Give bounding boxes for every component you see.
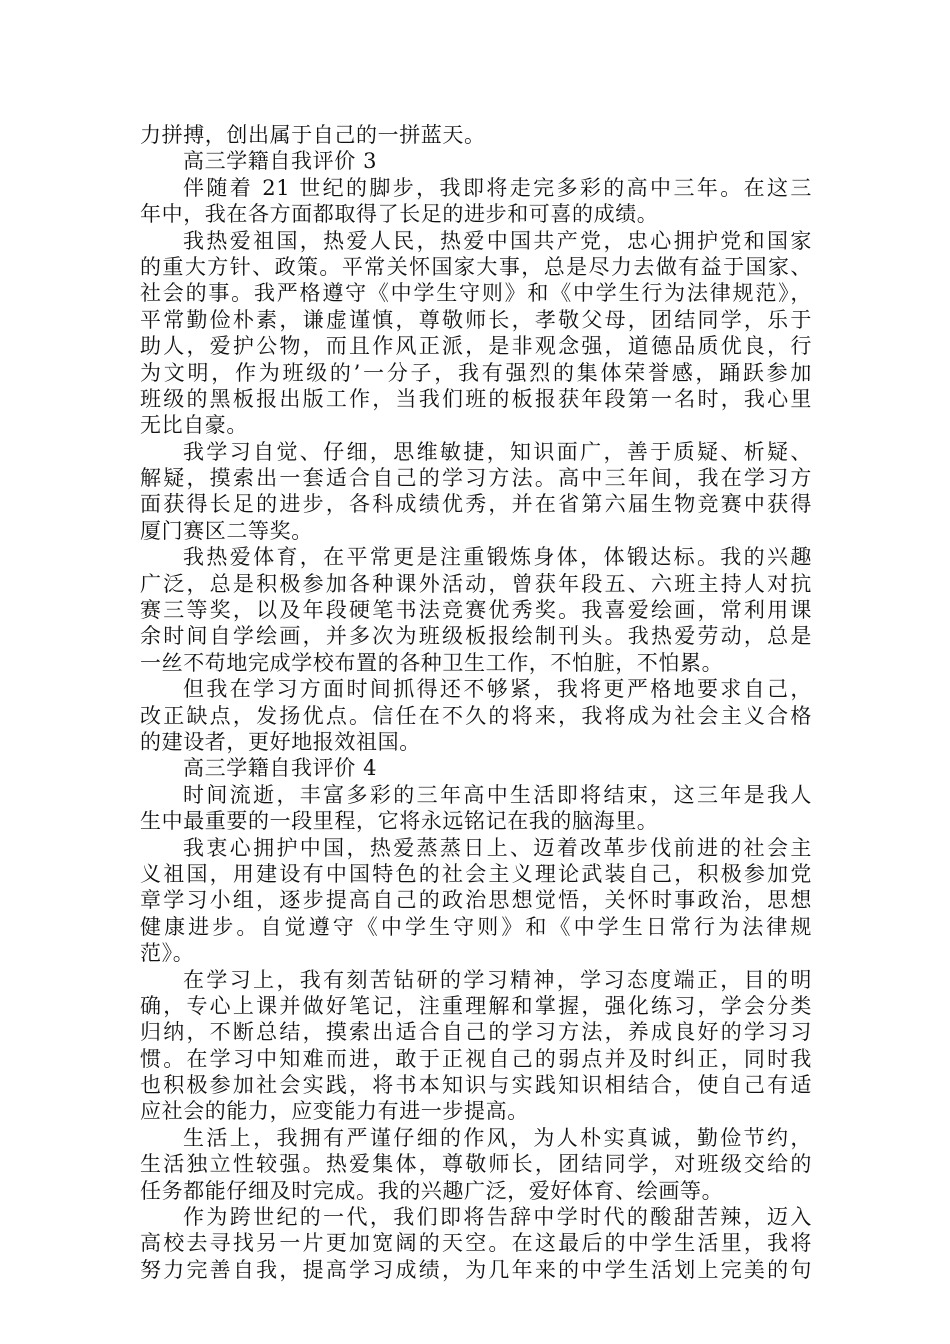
text-line: 余时间自学绘画，并多次为班级板报绘制刊头。我热爱劳动，总是: [140, 624, 812, 649]
text-line: 义祖国，用建设有中国特色的社会主义理论武装自己，积极参加党: [140, 861, 812, 886]
text-line: 惯。在学习中知难而进，敢于正视自己的弱点并及时纠正，同时我: [140, 1046, 812, 1071]
text-line: 范》。: [140, 941, 195, 966]
text-line: 作为跨世纪的一代，我们即将告辞中学时代的酸甜苦辣，迈入: [183, 1205, 812, 1230]
text-line: 力拼搏，创出属于自己的一拼蓝天。: [140, 123, 486, 147]
text-line: 广泛，总是积极参加各种课外活动，曾获年段五、六班主持人对抗: [140, 571, 812, 596]
text-line: 我热爱体育，在平常更是注重锻炼身体，体锻达标。我的兴趣: [183, 545, 812, 570]
text-line: 为文明，作为班级的’一分子，我有强烈的集体荣誉感，踊跃参加: [140, 360, 812, 385]
text-line: 一丝不苟地完成学校布置的各种卫生工作，不怕脏，不怕累。: [140, 650, 724, 675]
text-line: 归纳，不断总结，摸索出适合自己的学习方法，养成良好的学习习: [140, 1020, 812, 1045]
text-line: 也积极参加社会实践，将书本知识与实践知识相结合，使自己有适: [140, 1073, 812, 1098]
text-line: 的重大方针、政策。平常关怀国家大事，总是尽力去做有益于国家、: [140, 254, 812, 279]
text-line: 确，专心上课并做好笔记，注重理解和掌握，强化练习，学会分类: [140, 993, 812, 1018]
text-line: 任务都能仔细及时完成。我的兴趣广泛，爱好体育、绘画等。: [140, 1178, 724, 1203]
text-line: 在学习上，我有刻苦钻研的学习精神，学习态度端正，目的明: [183, 967, 812, 992]
text-line: 厦门赛区二等奖。: [140, 518, 313, 543]
text-line: 我热爱祖国，热爱人民，热爱中国共产党，忠心拥护党和国家: [183, 228, 812, 253]
text-line: 生中最重要的一段里程，它将永远铭记在我的脑海里。: [140, 809, 659, 834]
text-line: 高三学籍自我评价 3: [183, 149, 378, 174]
text-line: 时间流逝，丰富多彩的三年高中生活即将结束，这三年是我人: [183, 782, 812, 807]
text-line: 改正缺点，发扬优点。信任在不久的将来，我将成为社会主义合格: [140, 703, 812, 728]
text-line: 应社会的能力，应变能力有进一步提高。: [140, 1099, 529, 1124]
text-line: 生活上，我拥有严谨仔细的作风，为人朴实真诚，勤俭节约，: [183, 1125, 812, 1150]
text-line: 年中，我在各方面都取得了长足的进步和可喜的成绩。: [140, 202, 659, 227]
text-line: 生活独立性较强。热爱集体，尊敬师长，团结同学，对班级交给的: [140, 1152, 812, 1177]
text-line: 面获得长足的进步，各科成绩优秀，并在省第六届生物竞赛中获得: [140, 492, 812, 517]
text-line: 我衷心拥护中国，热爱蒸蒸日上、迈着改革步伐前进的社会主: [183, 835, 812, 860]
text-line: 赛三等奖，以及年段硬笔书法竞赛优秀奖。我喜爱绘画，常利用课: [140, 598, 812, 623]
text-line: 努力完善自我，提高学习成绩，为几年来的中学生活划上完美的句: [140, 1257, 812, 1282]
text-line: 平常勤俭朴素，谦虚谨慎，尊敬师长，孝敬父母，团结同学，乐于: [140, 307, 812, 332]
text-line: 我学习自觉、仔细，思维敏捷，知识面广，善于质疑、析疑、: [183, 439, 812, 464]
text-line: 解疑，摸索出一套适合自己的学习方法。高中三年间，我在学习方: [140, 466, 812, 491]
text-line: 健康进步。自觉遵守《中学生守则》和《中学生日常行为法律规: [140, 914, 812, 939]
text-line: 伴随着 21 世纪的脚步，我即将走完多彩的高中三年。在这三: [183, 175, 812, 200]
text-line: 高三学籍自我评价 4: [183, 756, 378, 781]
text-line: 社会的事。我严格遵守《中学生守则》和《中学生行为法律规范》，: [140, 281, 812, 306]
text-line: 高校去寻找另一片更加宽阔的天空。在这最后的中学生活里，我将: [140, 1231, 812, 1256]
text-line: 助人，爱护公物，而且作风正派，是非观念强，道德品质优良，行: [140, 334, 812, 359]
text-line: 班级的黑板报出版工作，当我们班的板报获年段第一名时，我心里: [140, 386, 812, 411]
text-line: 的建设者，更好地报效祖国。: [140, 729, 421, 754]
text-line: 但我在学习方面时间抓得还不够紧，我将更严格地要求自己，: [183, 677, 812, 702]
text-line: 无比自豪。: [140, 413, 248, 438]
document-page: [140, 122, 812, 1283]
text-line: 章学习小组，逐步提高自己的政治思想觉悟，关怀时事政治，思想: [140, 888, 812, 913]
